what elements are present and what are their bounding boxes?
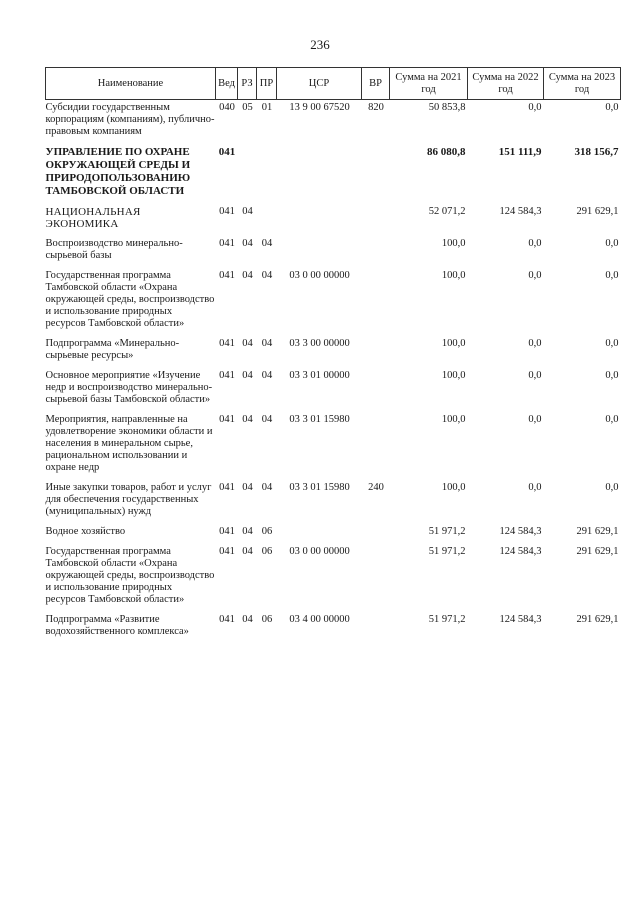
- cell-sum-2023: 291 629,1: [576, 614, 619, 625]
- cell-vr: [362, 268, 390, 336]
- cell-vr: [362, 412, 390, 480]
- header-sum-2023: Сумма на 2023 год: [544, 68, 621, 100]
- cell-pr: 06: [261, 614, 273, 625]
- header-vr: ВР: [362, 68, 390, 100]
- cell-sum-2021: 100,0: [441, 338, 466, 349]
- cell-name: Государственная программа Тамбовской области «Охрана окружающей среды, воспроизводство и использование природных ресурсов Тамбовской области»: [45, 270, 215, 329]
- cell-name: Государственная программа Тамбовской области «Охрана окружающей среды, воспроизводство и использование природных ресурсов Тамбовской области»: [45, 546, 215, 605]
- header-pr: ПР: [257, 68, 277, 100]
- cell-sum-2021: 100,0: [441, 414, 466, 425]
- cell-pr: 06: [261, 546, 273, 557]
- cell-sum-2021: 52 071,2: [428, 206, 466, 217]
- cell-sum-2021: 51 971,2: [428, 614, 466, 625]
- cell-vr: 240: [368, 482, 384, 493]
- cell-ved: 041: [219, 370, 235, 381]
- cell-sum-2021: 51 971,2: [428, 526, 466, 537]
- cell-ved: 041: [219, 546, 235, 557]
- cell-ved: 041: [219, 206, 235, 217]
- cell-sum-2022: 124 584,3: [499, 546, 542, 557]
- cell-pr: 04: [261, 270, 273, 281]
- cell-sum-2022: 151 111,9: [498, 146, 542, 158]
- cell-pr: 04: [261, 238, 273, 249]
- table-body: [46, 100, 621, 645]
- cell-csr: 03 0 00 00000: [289, 546, 350, 557]
- cell-vr: [362, 204, 390, 236]
- cell-name: Субсидии государственным корпорациям (компаниям), публично-правовым компаниям: [45, 102, 215, 137]
- cell-rz: 04: [242, 238, 253, 249]
- header-sum-2022: Сумма на 2022 год: [468, 68, 544, 100]
- cell-vr: [362, 236, 390, 268]
- cell-ved: 041: [219, 270, 235, 281]
- page-number: 236: [310, 37, 330, 52]
- cell-csr: 03 0 00 00000: [289, 270, 350, 281]
- cell-rz: 04: [242, 206, 253, 217]
- cell-name: Мероприятия, направленные на удовлетворение экономики области и населения в минеральном сырье, рациональном использовании и охране недр: [45, 414, 213, 473]
- header-ved: Вед: [216, 68, 238, 100]
- table-row-section: [46, 204, 621, 236]
- cell-sum-2023: 0,0: [605, 370, 619, 381]
- cell-vr: [362, 368, 390, 412]
- cell-sum-2021: 50 853,8: [428, 102, 466, 113]
- cell-rz: 04: [242, 270, 253, 281]
- cell-sum-2022: 0,0: [528, 370, 542, 381]
- cell-ved: 041: [219, 238, 235, 249]
- cell-sum-2023: 318 156,7: [574, 146, 619, 158]
- cell-pr: 06: [261, 526, 273, 537]
- cell-name: Иные закупки товаров, работ и услуг для обеспечения государственных (муниципальных) нужд: [45, 482, 212, 517]
- cell-name: Подпрограмма «Развитие водохозяйственного комплекса»: [45, 614, 189, 637]
- header-csr: ЦСР: [277, 68, 362, 100]
- cell-vr: [362, 144, 390, 204]
- cell-vr: [362, 544, 390, 612]
- cell-sum-2023: 0,0: [605, 482, 619, 493]
- cell-rz: 04: [242, 526, 253, 537]
- cell-csr: 03 3 01 15980: [289, 414, 350, 425]
- table-header-row: [46, 68, 621, 100]
- cell-vr: [362, 612, 390, 644]
- cell-sum-2023: 291 629,1: [576, 206, 619, 217]
- table-row: [46, 336, 621, 368]
- cell-sum-2023: 0,0: [605, 102, 619, 113]
- cell-vr: [362, 524, 390, 544]
- cell-csr: [277, 236, 362, 268]
- table-row: [46, 368, 621, 412]
- cell-ved: 041: [219, 482, 235, 493]
- table-row: [46, 480, 621, 524]
- cell-rz: [238, 144, 257, 204]
- cell-csr: [277, 144, 362, 204]
- cell-rz: 04: [242, 370, 253, 381]
- table-row: [46, 236, 621, 268]
- cell-pr: [257, 204, 277, 236]
- cell-sum-2023: 0,0: [605, 270, 619, 281]
- cell-csr: [277, 204, 362, 236]
- budget-table: [45, 67, 621, 644]
- header-sum-2021: Сумма на 2021 год: [390, 68, 468, 100]
- cell-ved: 041: [219, 526, 235, 537]
- table-row: [46, 544, 621, 612]
- cell-vr: 820: [368, 102, 384, 113]
- cell-name: УПРАВЛЕНИЕ ПО ОХРАНЕ ОКРУЖАЮЩЕЙ СРЕДЫ И ПРИРОДОПОЛЬЗОВАНИЮ ТАМБОВСКОЙ ОБЛАСТИ: [45, 146, 191, 197]
- cell-sum-2022: 124 584,3: [499, 526, 542, 537]
- cell-sum-2023: 0,0: [605, 338, 619, 349]
- cell-pr: [257, 144, 277, 204]
- cell-sum-2021: 51 971,2: [428, 546, 466, 557]
- cell-csr: 03 3 00 00000: [289, 338, 350, 349]
- cell-pr: 01: [261, 102, 273, 113]
- cell-ved: 041: [219, 614, 235, 625]
- cell-sum-2021: 100,0: [441, 482, 466, 493]
- table-row-department: [46, 144, 621, 204]
- cell-name: Основное мероприятие «Изучение недр и воспроизводство минерально-сырьевой базы Тамбовской области»: [45, 370, 213, 405]
- cell-sum-2022: 0,0: [528, 270, 542, 281]
- cell-rz: 05: [242, 102, 253, 113]
- header-rz: РЗ: [238, 68, 257, 100]
- cell-ved: 041: [218, 146, 236, 158]
- cell-csr: 03 3 01 00000: [289, 370, 350, 381]
- cell-sum-2023: 0,0: [605, 238, 619, 249]
- cell-name: Воспроизводство минерально-сырьевой базы: [45, 238, 183, 261]
- cell-sum-2023: 291 629,1: [576, 546, 619, 557]
- cell-sum-2022: 0,0: [528, 102, 542, 113]
- cell-csr: 03 3 01 15980: [289, 482, 350, 493]
- table-row: [46, 100, 621, 145]
- cell-sum-2021: 100,0: [441, 238, 466, 249]
- cell-rz: 04: [242, 614, 253, 625]
- cell-pr: 04: [261, 482, 273, 493]
- cell-name: Водное хозяйство: [45, 526, 126, 537]
- table-row: [46, 524, 621, 544]
- cell-sum-2021: 100,0: [441, 270, 466, 281]
- cell-sum-2023: 0,0: [605, 414, 619, 425]
- cell-sum-2022: 124 584,3: [499, 614, 542, 625]
- cell-rz: 04: [242, 546, 253, 557]
- table-row: [46, 612, 621, 644]
- cell-ved: 041: [219, 338, 235, 349]
- cell-sum-2022: 0,0: [528, 482, 542, 493]
- cell-name: Подпрограмма «Минерально-сырьевые ресурсы»: [45, 338, 180, 361]
- header-name: Наименование: [46, 68, 216, 100]
- cell-pr: 04: [261, 338, 273, 349]
- cell-csr: 03 4 00 00000: [289, 614, 350, 625]
- cell-rz: 04: [242, 482, 253, 493]
- cell-sum-2021: 86 080,8: [427, 146, 466, 158]
- cell-pr: 04: [261, 370, 273, 381]
- cell-name: НАЦИОНАЛЬНАЯ ЭКОНОМИКА: [45, 206, 141, 230]
- cell-rz: 04: [242, 414, 253, 425]
- cell-ved: 040: [219, 102, 235, 113]
- cell-rz: 04: [242, 338, 253, 349]
- table-row: [46, 412, 621, 480]
- cell-sum-2022: 0,0: [528, 238, 542, 249]
- cell-sum-2022: 0,0: [528, 338, 542, 349]
- cell-vr: [362, 336, 390, 368]
- cell-sum-2022: 124 584,3: [499, 206, 542, 217]
- cell-sum-2022: 0,0: [528, 414, 542, 425]
- cell-csr: 13 9 00 67520: [289, 102, 350, 113]
- table-row: [46, 268, 621, 336]
- cell-sum-2021: 100,0: [441, 370, 466, 381]
- cell-ved: 041: [219, 414, 235, 425]
- cell-pr: 04: [261, 414, 273, 425]
- cell-sum-2023: 291 629,1: [576, 526, 619, 537]
- cell-csr: [277, 524, 362, 544]
